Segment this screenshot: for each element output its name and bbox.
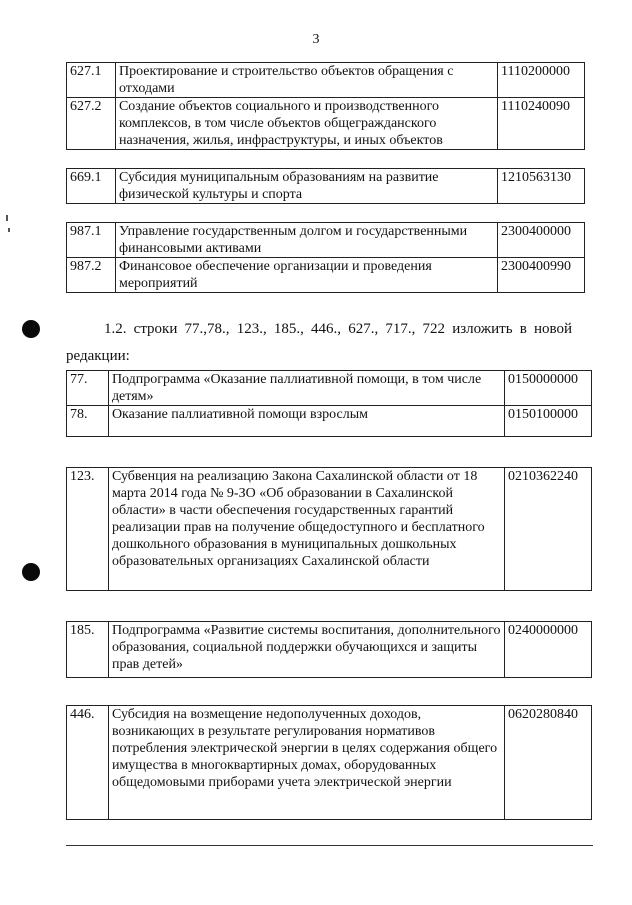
row-number: 185. xyxy=(67,622,109,678)
table-row xyxy=(67,223,585,258)
row-code: 1110200000 xyxy=(498,63,585,98)
punch-hole-icon xyxy=(22,563,40,581)
table-group-987 xyxy=(66,222,585,293)
table-row xyxy=(67,468,592,591)
table-row xyxy=(67,258,585,293)
table-row xyxy=(67,706,592,820)
scan-speck-icon xyxy=(6,215,8,221)
table-group-123 xyxy=(66,467,592,591)
row-name: Подпрограмма «Оказание паллиативной помощи, в том числе детям» xyxy=(108,371,504,406)
row-code: 0240000000 xyxy=(505,622,592,678)
row-code: 2300400000 xyxy=(498,223,585,258)
row-name: Подпрограмма «Развитие системы воспитания, дополнительного образования, социальной поддержки обучающихся и защиты прав детей» xyxy=(108,622,504,678)
table-group-627 xyxy=(66,62,585,150)
table-row xyxy=(67,371,592,406)
table-row xyxy=(67,406,592,437)
row-name: Субвенция на реализацию Закона Сахалинской области от 18 марта 2014 года № 9-ЗО «Об образовании в Сахалинской области» в части обеспечения государственных гарантий реализации прав на получение общедоступного и бесплатного дошкольного образования в муниципальных дошкольных образовательных организациях Сахалинской области xyxy=(108,468,504,591)
row-name: Финансовое обеспечение организации и проведения мероприятий xyxy=(115,258,497,293)
row-name: Управление государственным долгом и государственными финансовыми активами xyxy=(115,223,497,258)
row-name: Субсидия муниципальным образованиям на развитие физической культуры и спорта xyxy=(115,169,497,204)
punch-hole-icon xyxy=(22,320,40,338)
row-number: 987.2 xyxy=(67,258,116,293)
row-number: 446. xyxy=(67,706,109,820)
row-number: 669.1 xyxy=(67,169,116,204)
row-code: 0210362240 xyxy=(505,468,592,591)
row-number: 78. xyxy=(67,406,109,437)
row-number: 987.1 xyxy=(67,223,116,258)
table-group-77 xyxy=(66,370,592,437)
paragraph-line-1: 1.2. строки 77.,78., 123., 185., 446., 627., 717., 722 изложить в новой xyxy=(104,321,572,337)
row-name: Создание объектов социального и производственного комплексов, в том числе объектов общегражданского назначения, жилья, инфраструктуры, и иных объектов xyxy=(115,98,497,150)
row-number: 627.1 xyxy=(67,63,116,98)
row-name: Субсидия на возмещение недополученных доходов, возникающих в результате регулирования нормативов потребления электрической энергии в целях содержания общего имущества в многоквартирных домах, оборудованных общедомовыми приборами учета электрической энергии xyxy=(108,706,504,820)
row-code: 0150000000 xyxy=(505,371,592,406)
row-name: Оказание паллиативной помощи взрослым xyxy=(108,406,504,437)
table-group-185 xyxy=(66,621,592,678)
row-number: 627.2 xyxy=(67,98,116,150)
row-name: Проектирование и строительство объектов обращения с отходами xyxy=(115,63,497,98)
table-group-669 xyxy=(66,168,585,204)
row-code: 1110240090 xyxy=(498,98,585,150)
table-row xyxy=(67,98,585,150)
row-code: 0150100000 xyxy=(505,406,592,437)
page-number: 3 xyxy=(312,32,320,47)
table-group-446 xyxy=(66,705,592,820)
table-row xyxy=(67,622,592,678)
table-row xyxy=(67,63,585,98)
paragraph-line-2: редакции: xyxy=(66,348,130,364)
row-code: 1210563130 xyxy=(498,169,585,204)
bottom-rule xyxy=(66,845,593,846)
table-row xyxy=(67,169,585,204)
row-number: 77. xyxy=(67,371,109,406)
row-code: 2300400990 xyxy=(498,258,585,293)
scan-speck-icon xyxy=(8,228,10,232)
row-code: 0620280840 xyxy=(505,706,592,820)
row-number: 123. xyxy=(67,468,109,591)
